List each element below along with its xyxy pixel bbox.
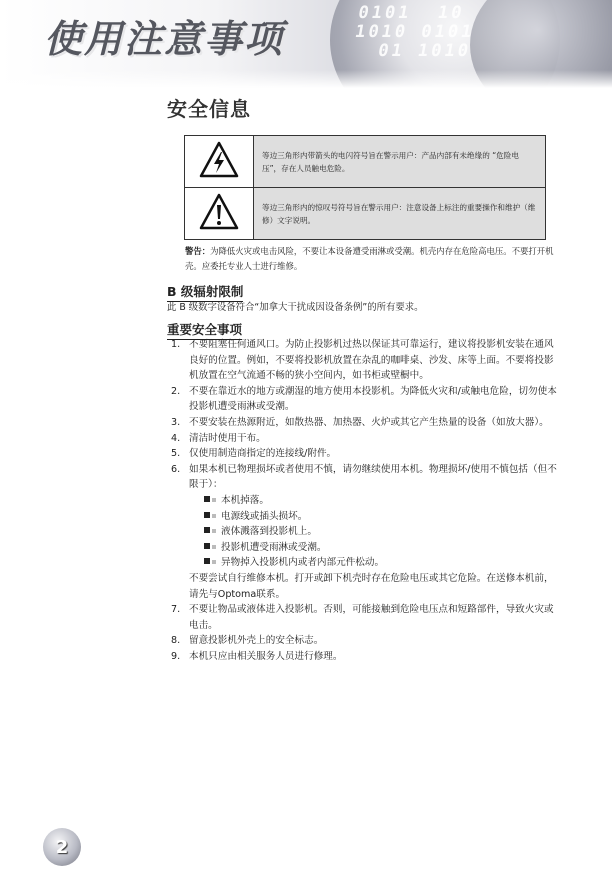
item-text: 本机只应由相关服务人员进行修理。 <box>189 650 343 662</box>
sub-list-item <box>189 540 561 556</box>
list-item <box>171 431 561 447</box>
list-item <box>171 602 561 633</box>
page-title: 使用注意事项 <box>44 17 285 61</box>
bullet-shadow-icon <box>212 560 216 564</box>
warning-symbol-table <box>184 135 546 240</box>
bullet-shadow-icon <box>212 529 216 533</box>
item-text: 清洁时使用干布。 <box>189 432 266 444</box>
icon-cell <box>185 188 254 240</box>
bullet-square-icon <box>204 527 210 533</box>
table-row <box>185 188 546 240</box>
item-number: 2. <box>171 385 181 397</box>
warning-text: 为降低火灾或电击风险，不要让本设备遭受雨淋或受潮。机壳内存在危险高电压。不要打开机壳。应委托专业人士进行维修。 <box>185 246 554 271</box>
lightning-warning-icon <box>199 141 239 179</box>
item-extra-text: 不要尝试自行维修本机。打开或卸下机壳时存在危险电压或其它危险。在送修本机前，请先与Optoma联系。 <box>189 572 554 600</box>
bullet-square-icon <box>204 512 210 518</box>
sub-item-text: 投影机遭受雨淋或受潮。 <box>221 541 327 553</box>
sub-list-item <box>189 493 561 509</box>
exclamation-warning-icon <box>199 193 239 231</box>
item-number: 3. <box>171 416 181 428</box>
list-item <box>171 633 561 649</box>
sub-list-item <box>189 524 561 540</box>
bullet-shadow-icon <box>212 545 216 549</box>
item-text: 不要在靠近水的地方或潮湿的地方使用本投影机。为降低火灾和/或触电危险，切勿使本投影机遭受雨淋或受潮。 <box>189 385 557 413</box>
item-text: 仅使用制造商指定的连接线/附件。 <box>189 448 337 460</box>
bullet-square-icon <box>204 558 210 564</box>
icon-cell <box>185 136 254 188</box>
list-item <box>171 649 561 665</box>
list-item <box>171 384 561 415</box>
item-text: 不要安装在热源附近，如散热器、加热器、火炉或其它产生热量的设备（如放大器）。 <box>189 416 549 428</box>
sub-item-text: 液体溅落到投影机上。 <box>221 526 317 538</box>
warning-note <box>185 244 557 274</box>
sub-list-item <box>189 555 561 571</box>
bullet-square-icon <box>204 543 210 549</box>
list-item <box>171 337 561 384</box>
binary-digits-decoration: 0101 10 1010 0101 01 1010 <box>349 3 476 61</box>
item-number: 5. <box>171 448 181 460</box>
sub-item-text: 异物掉入投影机内或者内部元件松动。 <box>221 557 385 569</box>
item-number: 7. <box>171 604 181 616</box>
warning-description: 等边三角形内带箭头的电闪符号旨在警示用户：产品内部有未绝缘的 “危险电压”，存在人员触电危险。 <box>254 136 546 188</box>
item-text: 不要让物品或液体进入投影机。否则，可能接触到危险电压点和短路部件，导致火灾或电击。 <box>189 604 554 631</box>
item-text: 不要阻塞任何通风口。为防止投影机过热以保证其可靠运行，建议将投影机安装在通风良好的位置。例如，不要将投影机放置在杂乱的咖啡桌、沙发、床等上面。不要将投影机放置在空气流通不畅的狭小空间内，如书柜或壁橱中。 <box>189 339 554 382</box>
table-row <box>185 136 546 188</box>
bullet-shadow-icon <box>212 498 216 502</box>
safety-list <box>171 337 561 664</box>
bullet-shadow-icon <box>212 514 216 518</box>
sub-item-text: 本机掉落。 <box>221 494 269 506</box>
list-item <box>171 462 561 602</box>
class-b-heading: B 级辐射限制 <box>167 282 243 302</box>
item-number: 1. <box>171 339 181 350</box>
item-number: 4. <box>171 432 181 444</box>
item-text: 留意投影机外壳上的安全标志。 <box>189 635 324 647</box>
list-item <box>171 415 561 431</box>
item-number: 8. <box>171 635 181 647</box>
warning-label: 警告： <box>185 246 211 256</box>
class-b-text: 此 B 级数字设备符合“加拿大干扰成因设备条例”的所有要求。 <box>167 302 424 313</box>
item-text: 如果本机已物理损坏或者使用不慎，请勿继续使用本机。物理损坏/使用不慎包括（但不限于）： <box>189 463 557 491</box>
section-heading: 安全信息 <box>167 97 251 121</box>
important-safety-heading: 重要安全事项 <box>167 320 242 340</box>
item-number: 9. <box>171 650 181 662</box>
bullet-square-icon <box>204 496 210 502</box>
sub-item-text: 电源线或插头损坏。 <box>221 510 308 522</box>
list-item <box>171 446 561 462</box>
sub-list-item <box>189 509 561 525</box>
page-number-badge: 2 <box>43 828 81 866</box>
header-banner <box>0 0 612 88</box>
header-fade <box>0 70 612 88</box>
item-number: 6. <box>171 463 181 475</box>
warning-description: 等边三角形内的惊叹号符号旨在警示用户：注意设备上标注的重要操作和维护（维修）文字说明。 <box>254 188 546 240</box>
